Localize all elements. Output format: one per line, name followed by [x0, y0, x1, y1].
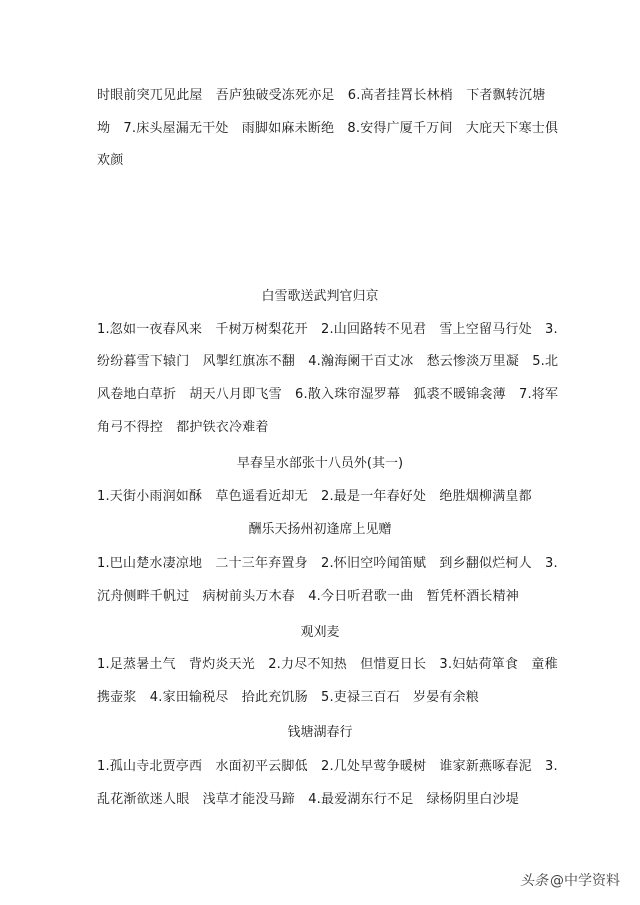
text-line: 风卷地白草折 胡天八月即飞雪 6.散入珠帘湿罗幕 狐裘不暖锦衾薄 7.将军 — [97, 387, 559, 402]
text-line: 乱花渐欲迷人眼 浅草才能没马蹄 4.最爱湖东行不足 绿杨阴里白沙堤 — [97, 792, 520, 807]
poem-title: 酬乐天扬州初逢席上见赠 — [248, 522, 392, 537]
text-line: 1.足蒸暑土气 背灼炎天光 2.力尽不知热 但惜夏日长 3.妇姑荷箪食 童稚 — [97, 657, 558, 672]
text-line: 欢颜 — [97, 153, 124, 168]
text-line: 时眼前突兀见此屋 吾庐独破受冻死亦足 6.高者挂罥长林梢 下者飘转沉塘 — [97, 88, 546, 103]
text-line: 1.天街小雨润如酥 草色遥看近却无 2.最是一年春好处 绝胜烟柳满皇都 — [97, 489, 532, 504]
poem-title: 白雪歌送武判官归京 — [261, 289, 379, 304]
text-line: 沉舟侧畔千帆过 病树前头万木春 4.今日听君歌一曲 暂凭杯酒长精神 — [97, 589, 520, 604]
poem-title: 早春呈水部张十八员外(其一) — [236, 456, 404, 471]
text-line: 携壶浆 4.家田输税尽 拾此充饥肠 5.吏禄三百石 岁晏有余粮 — [97, 690, 480, 705]
poem-title: 钱塘湖春行 — [287, 725, 353, 740]
poem-title: 观刈麦 — [300, 625, 340, 640]
text-line: 1.巴山楚水凄凉地 二十三年弃置身 2.怀旧空吟闻笛赋 到乡翻似烂柯人 3. — [97, 556, 558, 571]
text-line: 角弓不得控 都护铁衣冷难着 — [97, 420, 269, 435]
watermark-source: 头条 — [520, 873, 548, 889]
text-line: 坳 7.床头屋漏无干处 雨脚如麻未断绝 8.安得广厦千万间 大庇天下寒士俱 — [97, 121, 559, 136]
text-line: 1.孤山寺北贾亭西 水面初平云脚低 2.几处早莺争暖树 谁家新燕啄春泥 3. — [97, 759, 558, 774]
text-line: 纷纷暮雪下辕门 风掣红旗冻不翻 4.瀚海阑干百丈冰 愁云惨淡万里凝 5.北 — [97, 354, 559, 369]
watermark — [520, 870, 620, 890]
text-line: 1.忽如一夜春风来 千树万树梨花开 2.山回路转不见君 雪上空留马行处 3. — [97, 322, 558, 337]
watermark-account: @中学资料 — [550, 873, 620, 889]
